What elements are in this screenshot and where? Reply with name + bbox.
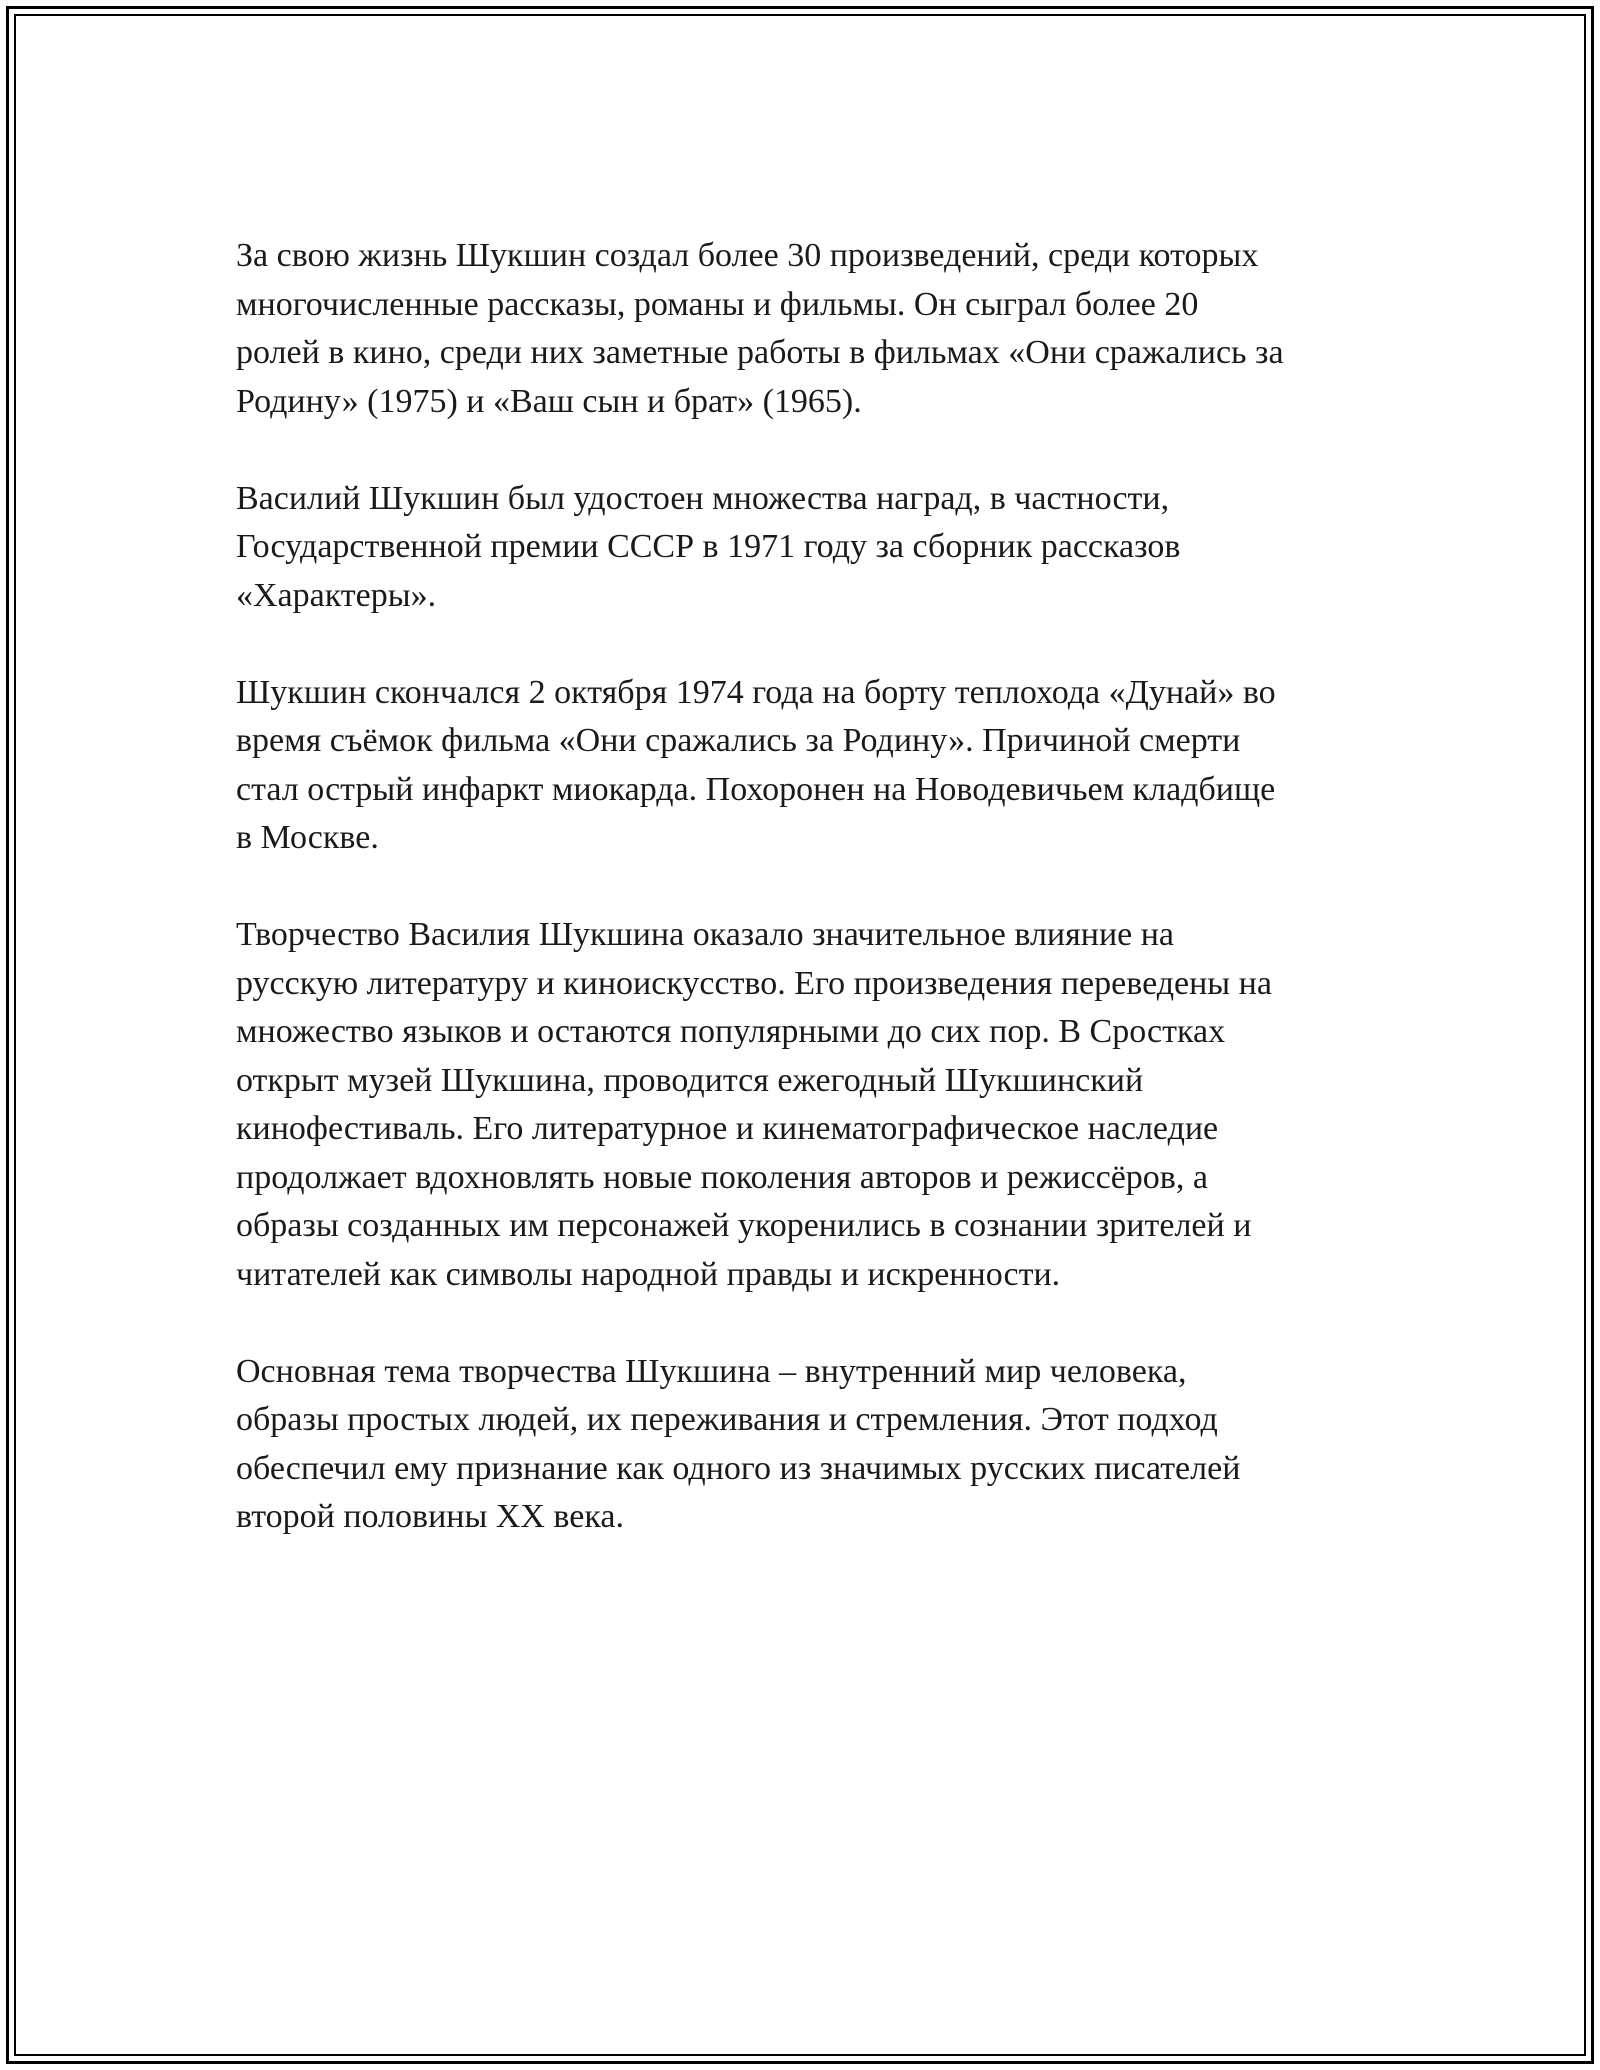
paragraph-themes: Основная тема творчества Шукшина – внутренний мир человека, образы простых людей, их переживания и стремления. Этот подход обеспечил ему признание как одного из значимых русских писателей второй половины XX века.	[236, 1352, 1241, 1535]
paragraph-death: Шукшин скончался 2 октября 1974 года на борту теплохода «Дунай» во время съёмок фильма «Они сражались за Родину». Причиной смерти стал острый инфаркт миокарда. Похоронен на Новодевичьем кладбище в Москве.	[236, 673, 1276, 856]
paragraph-works: За свою жизнь Шукшин создал более 30 произведений, среди которых многочисленные рассказы, романы и фильмы. Он сыграл более 20 ролей в кино, среди них заметные работы в фильмах «Они сражались за Родину» (1975) и «Ваш сын и брат» (1965).	[236, 237, 1284, 420]
paragraph-awards: Василий Шукшин был удостоен множества наград, в частности, Государственной премии СССР в 1971 году за сборник рассказов «Характеры».	[236, 479, 1181, 614]
document-body	[236, 232, 1386, 1590]
paragraph-legacy: Творчество Василия Шукшина оказало значительное влияние на русскую литературу и киноискусство. Его произведения переведены на множество языков и остаются популярными до сих пор. В Сростках открыт музей Шукшина, проводится ежегодный Шукшинский кинофестиваль. Его литературное и кинематографическое наследие продолжает вдохновлять новые поколения авторов и режиссёров, а образы созданных им персонажей укоренились в сознании зрителей и читателей как символы народной правды и искренности.	[236, 916, 1272, 1293]
